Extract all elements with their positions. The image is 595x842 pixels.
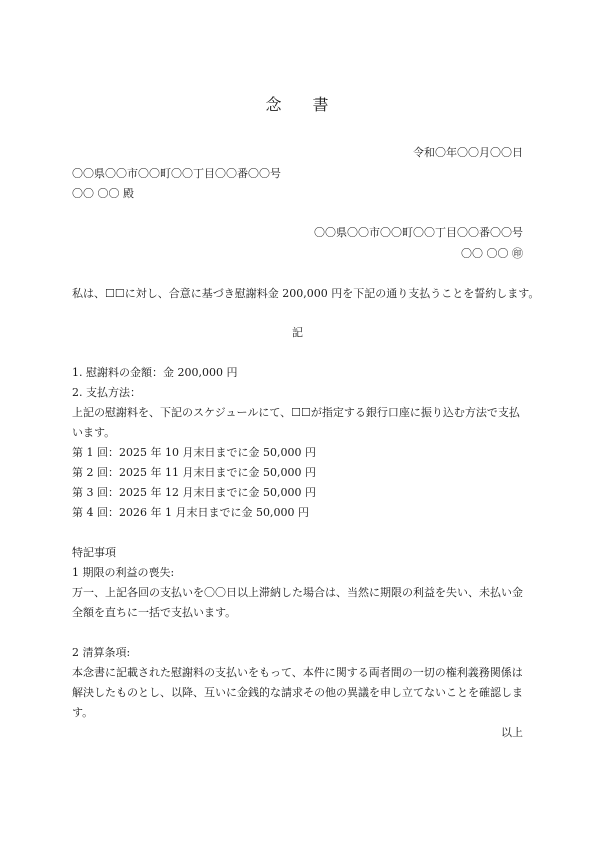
document-date: 令和〇年〇〇月〇〇日 bbox=[413, 146, 523, 159]
intro-statement: 私は、☐☐に対し、合意に基づき慰謝料金 200,000 円を下記の通り支払うことを誓約します。 bbox=[72, 287, 540, 300]
settlement-heading: 2 清算条項: bbox=[72, 646, 131, 659]
method-text-line-1: 上記の慰謝料を、下記のスケジュールにて、☐☐が指定する銀行口座に振り込む方法で支払 bbox=[72, 406, 520, 419]
schedule-item-1: 第 1 回：2025 年 10 月末日までに金 50,000 円 bbox=[72, 446, 316, 459]
closing-remark: 以上 bbox=[501, 726, 523, 739]
schedule-item-3: 第 3 回：2025 年 12 月末日までに金 50,000 円 bbox=[72, 486, 316, 499]
title-char-2: 書 bbox=[312, 95, 330, 114]
acceleration-heading: 1 期限の利益の喪失: bbox=[72, 566, 175, 579]
schedule-item-4: 第 4 回：2026 年 1 月末日までに金 50,000 円 bbox=[72, 506, 309, 519]
settlement-text-line-1: 本念書に記載された慰謝料の支払いをもって、本件に関する両者間の一切の権利義務関係は bbox=[72, 666, 523, 679]
document-title bbox=[0, 92, 595, 115]
schedule-item-2: 第 2 回：2025 年 11 月末日までに金 50,000 円 bbox=[72, 466, 316, 479]
amount-item: 1. 慰謝料の金額：金 200,000 円 bbox=[72, 366, 238, 379]
ki-heading: 記 bbox=[292, 326, 303, 339]
acceleration-text-line-1: 万一、上記各回の支払いを〇〇日以上滞納した場合は、当然に期限の利益を失い、未払い金 bbox=[72, 586, 523, 599]
sender-name: 〇〇 〇〇 ㊞ bbox=[461, 247, 523, 260]
sender-address: 〇〇県〇〇市〇〇町〇〇丁目〇〇番〇〇号 bbox=[314, 226, 523, 239]
settlement-text-line-2: 解決したものとし、以降、互いに金銭的な請求その他の異議を申し立てないことを確認しま bbox=[72, 686, 523, 699]
recipient-name: 〇〇 〇〇 殿 bbox=[72, 187, 134, 200]
method-text-line-2: います。 bbox=[72, 426, 116, 439]
method-heading: 2. 支払方法： bbox=[72, 386, 141, 399]
title-char-1: 念 bbox=[265, 95, 283, 114]
special-notes-heading: 特記事項 bbox=[72, 546, 116, 559]
settlement-text-line-3: す。 bbox=[72, 706, 94, 719]
acceleration-text-line-2: 全額を直ちに一括で支払います。 bbox=[72, 606, 237, 619]
recipient-address: 〇〇県〇〇市〇〇町〇〇丁目〇〇番〇〇号 bbox=[72, 167, 281, 180]
